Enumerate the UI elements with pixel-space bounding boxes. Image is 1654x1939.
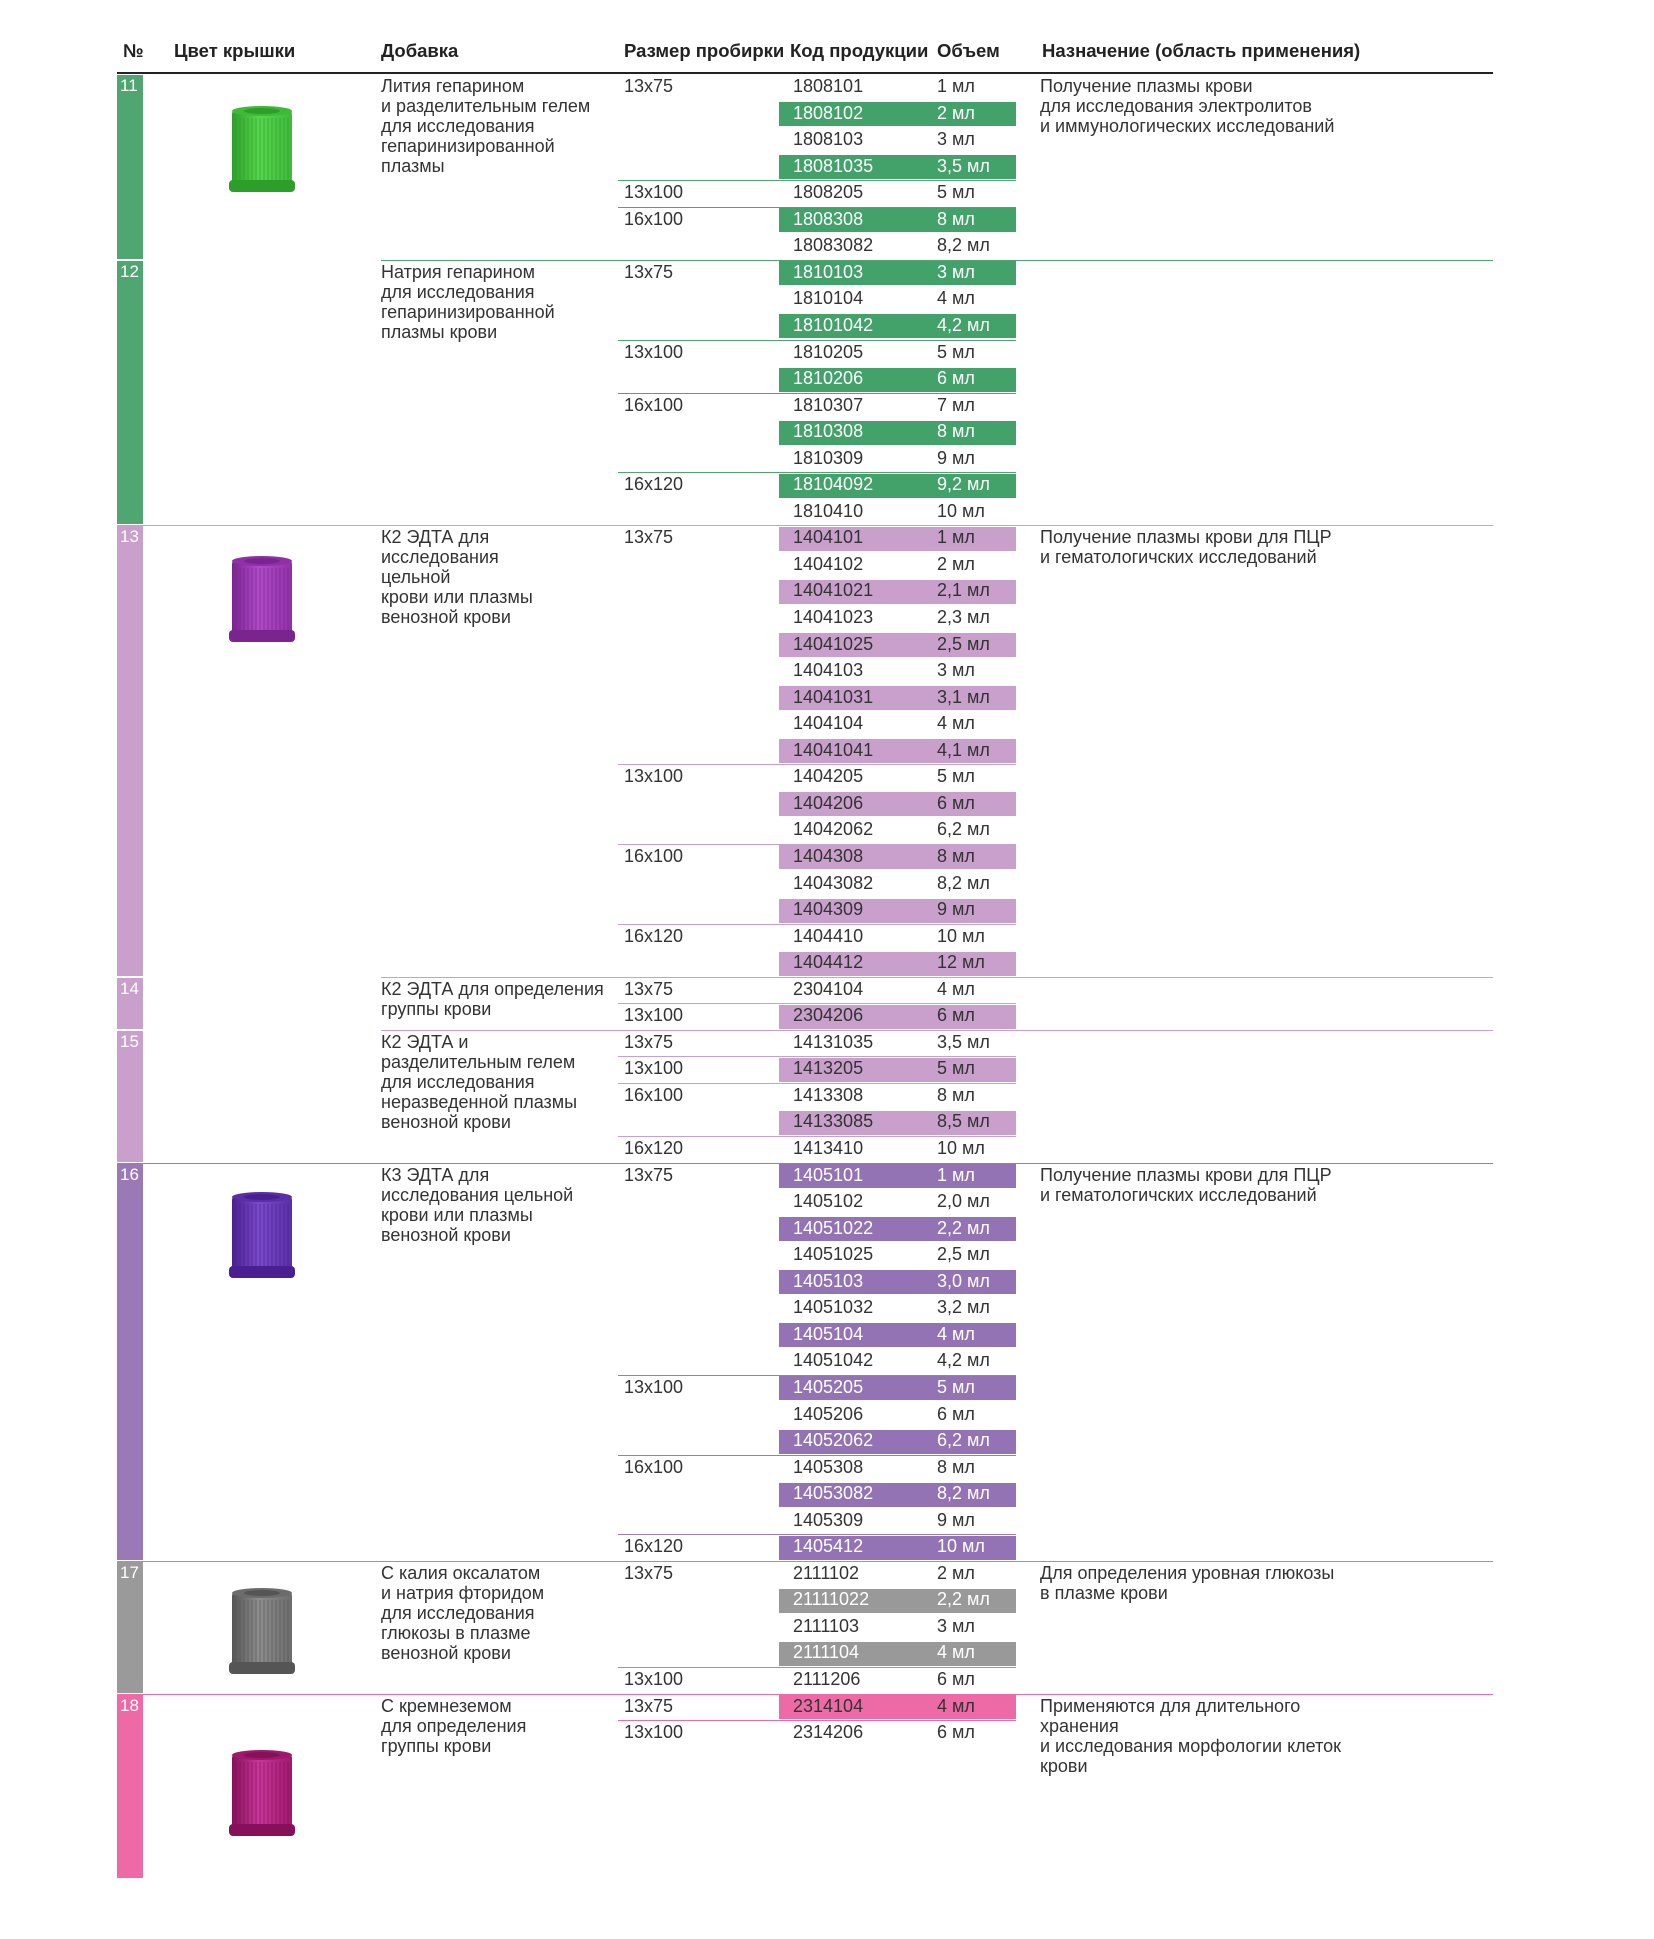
tube-size: 13x100 [624,1058,684,1079]
volume: 6 мл [937,1669,975,1689]
tube-size: 13x100 [624,766,684,787]
header-additive: Добавка [381,40,459,61]
product-code: 1405104 [793,1323,864,1344]
header-product-code: Код продукции [790,40,929,61]
gray-cap-icon [229,1586,295,1678]
volume: 4 мл [937,978,975,999]
additive-text: К2 ЭДТА для определения группы крови [381,978,604,1019]
tube-size: 13x75 [624,261,674,282]
volume: 9 мл [937,1509,975,1530]
volume: 2,0 мл [937,1191,990,1212]
additive-text: Лития гепарином и разделительным гелем для исследования гепаринизированной плазмы [381,76,591,176]
product-code: 1808102 [793,102,864,123]
product-code: 1808205 [793,182,864,203]
product-code: 1404412 [793,952,864,973]
product-code: 1810103 [793,261,864,282]
product-code: 1810308 [793,421,864,442]
product-code: 18101042 [793,314,874,335]
volume: 8 мл [937,1456,975,1477]
additive-text: К2 ЭДТА для исследования цельной крови или плазмы венозной крови [381,527,533,628]
purple-cap-icon [229,1190,295,1282]
volume: 4,1 мл [937,739,990,760]
additive-text: К3 ЭДТА для исследования цельной крови или плазмы венозной крови [381,1164,574,1245]
volume: 2,5 мл [937,633,990,654]
volume: 6,2 мл [937,819,990,840]
product-code: 2314104 [793,1695,864,1716]
product-code: 21111022 [793,1589,870,1610]
group-number: 18 [120,1695,139,1715]
volume: 2 мл [937,1562,975,1583]
volume: 8,2 мл [937,872,990,893]
volume: 3,1 мл [937,686,990,707]
group-separator [381,1030,1493,1031]
magenta-cap-icon [229,1748,295,1840]
product-code: 18104092 [793,474,874,495]
volume: 4,2 мл [937,1350,990,1371]
size-separator [618,1455,1016,1456]
application-text: Получение плазмы крови для ПЦР и гематологичских исследований [1040,527,1332,568]
product-code: 14041025 [793,633,874,654]
product-code: 1404102 [793,553,864,574]
size-separator [618,1136,1016,1137]
product-code: 1808308 [793,208,864,229]
product-code: 14051042 [793,1350,874,1371]
volume: 2 мл [937,553,975,574]
group-band [117,1695,143,1879]
volume: 2,3 мл [937,607,990,627]
group-band [117,261,143,525]
tube-size: 13x75 [624,527,674,548]
volume: 8 мл [937,1084,975,1105]
tube-size: 16x100 [624,394,684,415]
volume: 8,2 мл [937,235,990,256]
tube-size: 13x75 [624,978,674,999]
header-tube-size: Размер пробирки [624,40,785,61]
product-code: 14041023 [793,607,874,627]
product-code: 14042062 [793,819,874,840]
volume: 4 мл [937,1642,975,1663]
volume: 3,5 мл [937,1031,990,1052]
volume: 10 мл [937,925,985,946]
size-separator [618,180,1016,181]
product-code: 1404104 [793,713,864,734]
product-code: 14131035 [793,1031,874,1052]
group-number: 17 [120,1562,139,1582]
group-separator [117,1561,1493,1562]
volume: 9,2 мл [937,474,990,495]
tube-size: 13x75 [624,1164,674,1185]
group-number: 11 [120,76,138,95]
tube-size: 13x100 [624,1376,684,1397]
product-code: 1404103 [793,660,864,681]
product-code: 1808101 [793,76,864,96]
tube-size: 16x120 [624,1536,684,1557]
volume: 2,5 мл [937,1244,990,1265]
header-number: № [123,40,144,61]
product-code: 14133085 [793,1111,874,1132]
volume: 5 мл [937,766,975,787]
product-code: 1810309 [793,447,864,468]
size-separator [618,1720,1016,1721]
volume: 2 мл [937,102,975,123]
volume: 7 мл [937,394,975,415]
tube-size: 13x100 [624,1005,684,1026]
header-rule [117,72,1493,74]
product-code: 2304104 [793,978,864,999]
additive-text: С калия оксалатом и натрия фторидом для исследования глюкозы в плазме венозной крови [381,1562,545,1663]
volume: 9 мл [937,899,975,920]
product-code: 14051032 [793,1297,874,1318]
product-code: 14053082 [793,1483,874,1504]
volume: 10 мл [937,1536,985,1557]
size-separator [618,1667,1016,1668]
volume: 5 мл [937,1058,975,1079]
volume: 4 мл [937,288,975,309]
product-code: 1404308 [793,845,864,866]
tube-size: 13x75 [624,1695,674,1716]
product-code: 1405309 [793,1509,864,1530]
product-code: 1808103 [793,129,864,150]
group-number: 13 [120,527,139,547]
volume: 2,2 мл [937,1589,990,1610]
product-code: 1405206 [793,1403,864,1424]
tube-size: 13x75 [624,1562,674,1583]
product-code: 14051025 [793,1244,874,1265]
group-band [117,75,143,259]
product-code: 14052062 [793,1430,874,1451]
volume: 3 мл [937,129,975,150]
product-code: 18083082 [793,235,874,256]
header-volume: Объем [937,40,1000,61]
product-code: 1405102 [793,1191,864,1212]
group-band [117,1164,143,1560]
application-text: Применяются для длительного хранения и исследования морфологии клеток крови [1040,1695,1341,1776]
size-separator [618,393,1016,394]
product-code: 14041031 [793,686,874,707]
tube-size: 16x120 [624,925,684,946]
volume: 2,1 мл [937,580,990,601]
header-cap-color: Цвет крышки [174,40,296,61]
size-separator [618,340,1016,341]
volume: 8 мл [937,845,975,866]
volume: 3,0 мл [937,1270,990,1291]
product-code: 1413308 [793,1084,864,1105]
volume: 6,2 мл [937,1430,990,1451]
tube-size: 13x75 [624,76,674,96]
product-code: 1404309 [793,899,864,920]
volume: 3,5 мл [937,155,990,176]
volume: 1 мл [937,76,975,96]
volume: 5 мл [937,1376,975,1397]
product-code: 1413205 [793,1058,864,1079]
volume: 1 мл [937,1164,975,1185]
product-code: 1404205 [793,766,864,787]
product-code: 1413410 [793,1138,864,1158]
volume: 12 мл [937,952,985,973]
volume: 8,5 мл [937,1111,990,1132]
volume: 3 мл [937,660,975,681]
product-code: 1810410 [793,500,864,521]
group-number: 15 [120,1031,139,1051]
product-code: 14043082 [793,872,874,893]
product-code: 2304206 [793,1005,864,1026]
volume: 3,2 мл [937,1297,990,1318]
product-code: 1405308 [793,1456,864,1477]
volume: 6 мл [937,368,975,389]
volume: 2,2 мл [937,1217,990,1238]
product-code: 1810205 [793,341,864,362]
tube-size: 16x100 [624,845,684,866]
size-separator [618,764,1016,765]
group-number: 12 [120,261,139,281]
volume: 4 мл [937,713,975,734]
product-code: 2111206 [793,1669,861,1689]
product-code: 1405412 [793,1536,864,1557]
application-text: Получение плазмы крови для ПЦР и гематологичских исследований [1040,1164,1332,1205]
product-code: 1405101 [793,1164,864,1185]
group-number: 14 [120,978,139,998]
volume: 8 мл [937,208,975,229]
volume: 9 мл [937,447,975,468]
green-cap-icon [229,104,295,196]
volume: 1 мл [937,527,975,548]
volume: 5 мл [937,341,975,362]
tube-size: 13x100 [624,1669,684,1689]
header-purpose: Назначение (область применения) [1042,40,1361,61]
product-code: 14041041 [793,739,874,760]
volume: 3 мл [937,1615,975,1636]
size-separator [618,924,1016,925]
volume: 10 мл [937,500,985,521]
group-band [117,526,143,975]
volume: 4 мл [937,1323,975,1344]
additive-text: К2 ЭДТА и разделительным гелем для исследования неразведенной плазмы венозной крови [381,1031,578,1132]
volume: 6 мл [937,1005,975,1026]
product-code: 14041021 [793,580,874,601]
group-separator [381,977,1493,978]
product-code: 1810307 [793,394,864,415]
product-code: 2314206 [793,1722,864,1743]
volume: 6 мл [937,792,975,813]
product-code: 14051022 [793,1217,874,1238]
product-code: 1404101 [793,527,864,548]
product-code: 1404206 [793,792,864,813]
group-number: 16 [120,1164,139,1184]
product-code: 2111102 [793,1562,860,1583]
additive-text: С кремнеземом для определения группы крови [381,1695,527,1756]
product-code: 2111104 [793,1642,860,1663]
tube-size: 13x100 [624,182,684,203]
volume: 3 мл [937,261,975,282]
tube-size: 16x100 [624,1456,684,1477]
volume: 4 мл [937,1695,975,1716]
tube-size: 13x100 [624,1722,684,1743]
lavender-cap-icon [229,554,295,646]
volume: 5 мл [937,182,975,203]
tube-size: 13x75 [624,1031,674,1052]
tube-size: 16x100 [624,208,684,229]
product-code: 1810206 [793,368,864,389]
application-text: Для определения уровная глюкозы в плазме крови [1040,1562,1335,1603]
tube-size: 16x120 [624,474,684,495]
volume: 10 мл [937,1138,985,1158]
size-separator [618,1083,1016,1084]
volume: 6 мл [937,1722,975,1743]
volume: 6 мл [937,1403,975,1424]
additive-text: Натрия гепарином для исследования гепаринизированной плазмы крови [381,261,555,342]
product-code: 1810104 [793,288,864,309]
product-code: 1404410 [793,925,864,946]
product-code: 18081035 [793,155,874,176]
product-code: 1405205 [793,1376,864,1397]
application-text: Получение плазмы крови для исследования электролитов и иммунологических исследований [1040,76,1335,136]
product-code: 2111103 [793,1615,860,1636]
volume: 4,2 мл [937,314,990,335]
tube-size: 13x100 [624,341,684,362]
tube-size: 16x120 [624,1138,684,1158]
tube-size: 16x100 [624,1084,684,1105]
product-code: 1405103 [793,1270,864,1291]
volume: 8 мл [937,421,975,442]
volume: 8,2 мл [937,1483,990,1504]
